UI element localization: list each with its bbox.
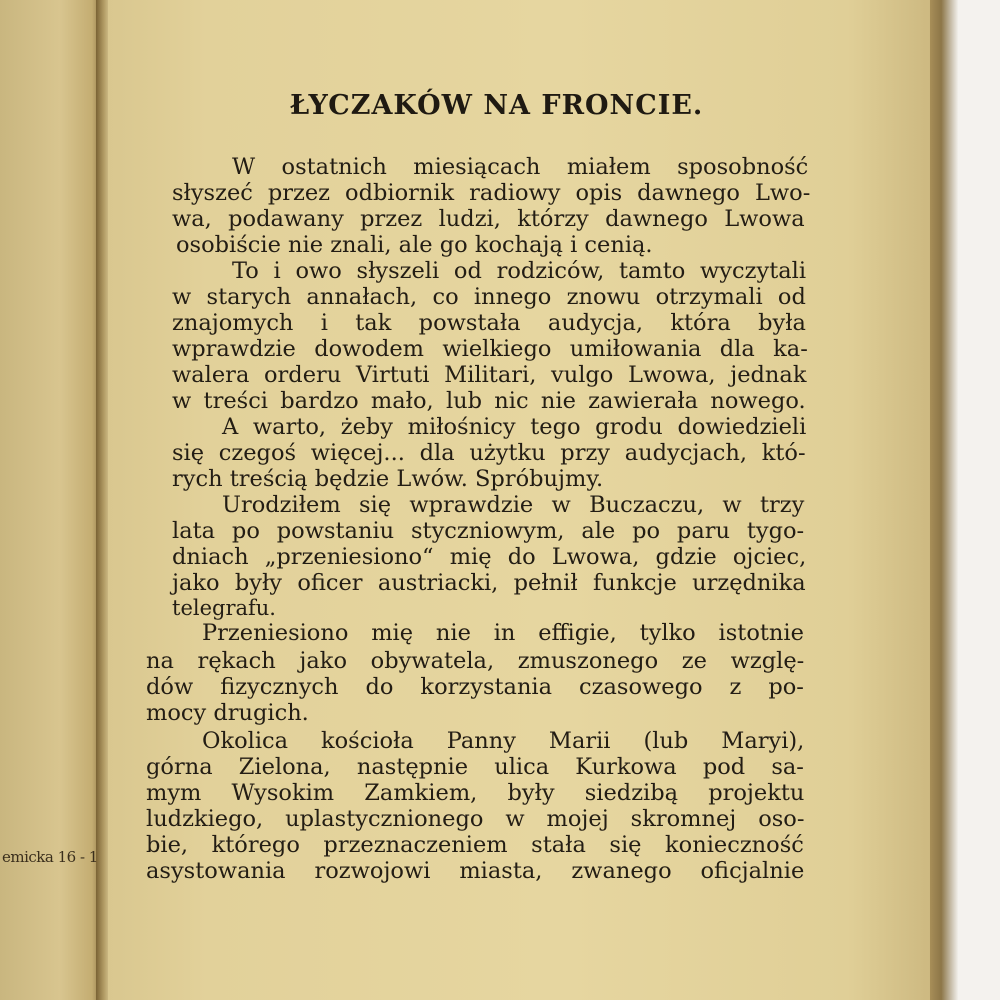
text-line: bie, którego przeznaczeniem stała się konieczność (146, 832, 804, 858)
text-line: Przeniesiono mię nie in effigie, tylko istotnie (202, 620, 804, 646)
text-line: w starych annałach, co innego znowu otrzymali od (172, 284, 806, 310)
text-line: mocy drugich. (146, 700, 309, 726)
text-line: wprawdzie dowodem wielkiego umiłowania dla ka- (172, 336, 808, 362)
text-line: wa, podawany przez ludzi, którzy dawnego Lwowa (172, 206, 805, 232)
page-title: ŁYCZAKÓW NA FRONCIE. (290, 90, 704, 121)
text-line: w treści bardzo mało, lub nic nie zawierała nowego. (172, 388, 806, 414)
text-line: słyszeć przez odbiornik radiowy opis dawnego Lwo- (172, 180, 811, 206)
text-line: górna Zielona, następnie ulica Kurkowa pod sa- (146, 754, 804, 780)
text-line: na rękach jako obywatela, zmuszonego ze wzglę- (146, 648, 805, 674)
text-line: Urodziłem się wprawdzie w Buczaczu, w trzy (222, 492, 805, 518)
text-line: rych treścią będzie Lwów. Spróbujmy. (172, 466, 604, 492)
text-line: dów fizycznych do korzystania czasowego z po- (146, 674, 804, 700)
text-line: znajomych i tak powstała audycja, która była (172, 310, 806, 336)
left-page-margin-text: emicka 16 - 1 (2, 848, 98, 866)
text-line: ludzkiego, uplastycznionego w mojej skromnej oso- (146, 806, 805, 832)
text-line: telegrafu. (172, 596, 276, 620)
text-line: osobiście nie znali, ale go kochają i cenią. (176, 232, 653, 258)
text-line: A warto, żeby miłośnicy tego grodu dowiedzieli (222, 414, 807, 440)
text-line: jako były oficer austriacki, pełnił funkcje urzędnika (172, 570, 806, 596)
text-line: mym Wysokim Zamkiem, były siedzibą projektu (146, 780, 805, 806)
text-line: walera orderu Virtuti Militari, vulgo Lwowa, jednak (172, 362, 807, 388)
text-line: lata po powstaniu styczniowym, ale po paru tygo- (172, 518, 805, 544)
text-line: W ostatnich miesiącach miałem sposobność (232, 154, 809, 180)
text-line: Okolica kościoła Panny Marii (lub Maryi), (202, 728, 805, 754)
text-line: dniach „przeniesiono“ mię do Lwowa, gdzie ojciec, (172, 544, 807, 570)
text-line: asystowania rozwojowi miasta, zwanego oficjalnie (146, 858, 805, 884)
text-line: się czegoś więcej... dla użytku przy audycjach, któ- (172, 440, 806, 466)
text-line: To i owo słyszeli od rodziców, tamto wyczytali (232, 258, 807, 284)
